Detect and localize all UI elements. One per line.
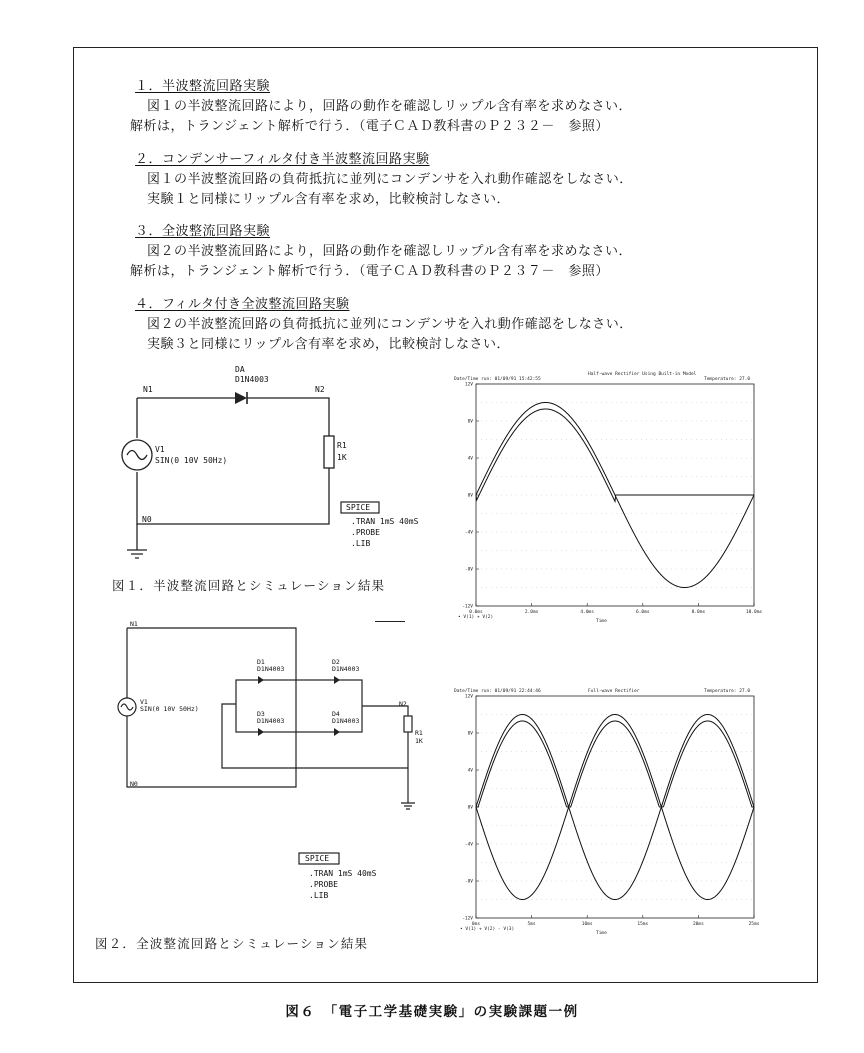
diode-part: D1N4003 xyxy=(332,665,360,673)
x-tick-label: 10ms xyxy=(581,922,593,927)
section-line: 実験１と同様にリップル含有率を求め，比較検討しなさい． xyxy=(147,192,510,207)
x-tick-label: 25ms xyxy=(748,922,760,927)
plot-frame xyxy=(476,696,754,918)
section-title: ２．コンデンサーフィルタ付き半波整流回路実験 xyxy=(135,152,430,167)
series-line xyxy=(476,409,754,502)
spice-box-2 xyxy=(295,850,445,910)
section-title: ３．全波整流回路実験 xyxy=(135,224,271,239)
y-tick-label: -4V xyxy=(464,530,473,536)
diode-ref: D2 xyxy=(332,658,340,666)
plot-header-right: Temperature: 27.0 xyxy=(704,377,751,382)
diode-icon xyxy=(334,728,340,736)
half-wave-circuit xyxy=(115,362,419,562)
section-line: 解析は，トランジェント解析で行う．（電子ＣＡＤ教科書のＰ２３７－ 参照） xyxy=(130,264,609,279)
y-tick-label: -12V xyxy=(462,604,473,610)
x-tick-label: 2.0ms xyxy=(524,610,539,615)
plot-xlabel: Time xyxy=(596,931,607,936)
section-1 xyxy=(130,77,632,137)
source-value: SIN(0 10V 50Hz) xyxy=(140,705,199,713)
diode-part: D1N4003 xyxy=(257,717,285,725)
diode-part: D1N4003 xyxy=(257,665,285,673)
fig1-caption: 図１．半波整流回路とシミュレーション結果 xyxy=(112,578,386,593)
resistor-ref: R1 xyxy=(415,729,423,737)
diode-icon xyxy=(258,676,264,684)
full-wave-plot xyxy=(448,684,758,936)
section-line: 解析は，トランジェント解析で行う．（電子ＣＡＤ教科書のＰ２３２－ 参照） xyxy=(130,119,609,134)
y-tick-label: 0V xyxy=(467,493,473,499)
plot-xlabel: Time xyxy=(596,619,607,624)
x-tick-label: 4.0ms xyxy=(580,610,594,615)
source-ref: V1 xyxy=(140,698,148,706)
full-wave-circuit xyxy=(112,620,432,820)
series-line xyxy=(476,807,754,900)
plot-legend: • V(1) + V(2) - V(3) xyxy=(460,927,515,932)
y-tick-label: 8V xyxy=(467,731,473,737)
y-tick-label: -12V xyxy=(462,916,473,922)
spice-line: .TRAN 1mS 40mS xyxy=(351,517,419,526)
diode-ref: D3 xyxy=(257,710,265,718)
spice-title: SPICE xyxy=(305,854,330,863)
section-2 xyxy=(130,150,633,210)
y-tick-label: 4V xyxy=(467,768,473,774)
spice-line: .LIB xyxy=(351,539,371,548)
resistor-value: 1K xyxy=(337,453,347,462)
series-line xyxy=(476,721,754,807)
plot-header-right: Temperature: 27.0 xyxy=(704,689,751,694)
x-tick-label: 6.0ms xyxy=(636,610,650,615)
source-ref: V1 xyxy=(155,445,165,454)
node-n2: N2 xyxy=(315,385,325,394)
section-line: 図２の半波整流回路により，回路の動作を確認しリップル含有率を求めなさい． xyxy=(147,244,632,259)
diode-ref: D4 xyxy=(332,710,340,718)
section-3 xyxy=(130,222,632,282)
spice-line: .TRAN 1mS 40mS xyxy=(309,869,377,878)
x-tick-label: 8.0ms xyxy=(691,610,706,615)
diode-part: D1N4003 xyxy=(235,375,269,384)
spice-line: .PROBE xyxy=(309,880,338,889)
spice-title: SPICE xyxy=(346,503,371,512)
half-wave-plot xyxy=(448,372,763,624)
y-tick-label: 12V xyxy=(464,694,473,700)
x-tick-label: 0.0ms xyxy=(469,610,483,615)
spice-line: .PROBE xyxy=(351,528,380,537)
plot-legend: • V(1) + V(2) xyxy=(458,615,494,620)
resistor-value: 1K xyxy=(415,737,423,745)
section-line: 図１の半波整流回路の負荷抵抗に並列にコンデンサを入れ動作確認をしなさい． xyxy=(147,172,633,187)
diode-icon xyxy=(235,392,247,404)
plot-header-title: Full-wave Rectifier xyxy=(588,689,640,694)
plot-header-left: Date/Time run: 01/09/91 22:44:46 xyxy=(454,689,541,694)
node-n2: N2 xyxy=(399,700,407,708)
x-tick-label: 10.0ms xyxy=(745,610,763,615)
section-line: 実験３と同様にリップル含有率を求め，比較検討しなさい． xyxy=(147,337,510,352)
diode-part: D1N4003 xyxy=(332,717,360,725)
series-line xyxy=(476,715,754,808)
x-tick-label: 0ms xyxy=(471,922,481,927)
x-tick-label: 15ms xyxy=(637,922,649,927)
section-title: ４．フィルタ付き全波整流回路実験 xyxy=(135,297,350,312)
x-tick-label: 5ms xyxy=(527,922,536,927)
resistor-ref: R1 xyxy=(337,441,347,450)
node-n0: N0 xyxy=(142,515,152,524)
y-tick-label: 4V xyxy=(467,456,473,462)
plot-header-title: Half-wave Rectifier Using Built-in Model xyxy=(588,372,697,377)
y-tick-label: -4V xyxy=(464,842,473,848)
diode-ref: DA xyxy=(235,365,245,374)
y-tick-label: 12V xyxy=(464,382,473,388)
section-title: １．半波整流回路実験 xyxy=(135,79,271,94)
y-tick-label: 0V xyxy=(467,805,473,811)
y-tick-label: -8V xyxy=(464,567,473,573)
section-line: 図２の半波整流回路の負荷抵抗に並列にコンデンサを入れ動作確認をしなさい． xyxy=(147,317,633,332)
source-value: SIN(0 10V 50Hz) xyxy=(155,456,228,465)
diode-ref: D1 xyxy=(257,658,265,666)
plot-header-left: Date/Time run: 01/09/91 15:42:55 xyxy=(454,377,541,382)
diode-icon xyxy=(334,676,340,684)
x-tick-label: 20ms xyxy=(692,922,704,927)
section-line: 図１の半波整流回路により，回路の動作を確認しリップル含有率を求めなさい． xyxy=(147,99,632,114)
fig2-caption: 図２．全波整流回路とシミュレーション結果 xyxy=(95,936,369,951)
y-tick-label: 8V xyxy=(467,419,473,425)
figure-6-caption: 図６ 「電子工学基礎実験」の実験課題一例 xyxy=(285,1004,579,1020)
y-tick-label: -8V xyxy=(464,879,473,885)
spice-line: .LIB xyxy=(309,891,329,900)
diode-icon xyxy=(258,728,264,736)
node-n1: N1 xyxy=(130,620,138,628)
section-4 xyxy=(130,295,633,355)
node-n1: N1 xyxy=(143,385,153,394)
node-n0: N0 xyxy=(130,780,138,788)
